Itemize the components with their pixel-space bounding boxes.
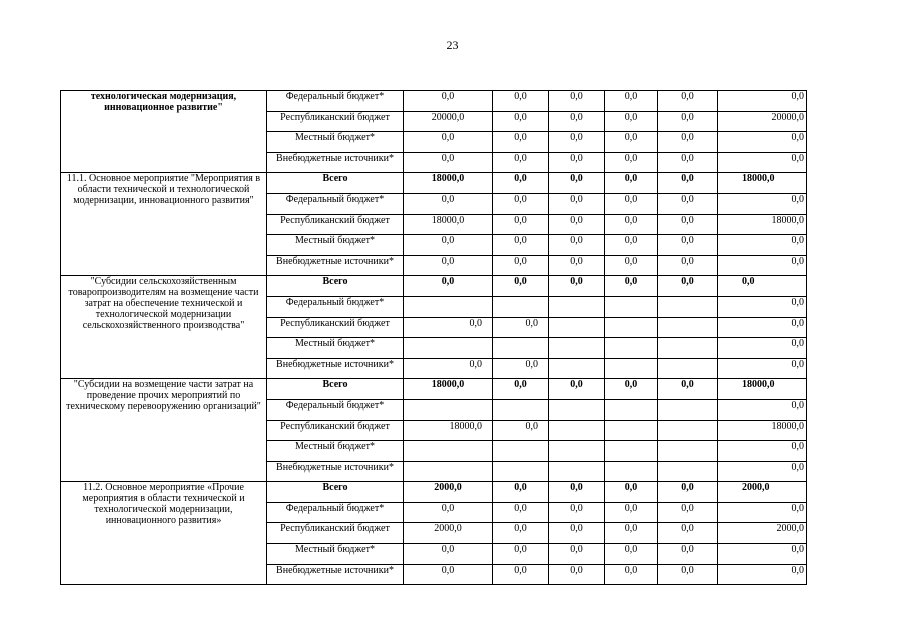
funding-source-cell: Местный бюджет*	[267, 441, 404, 462]
budget-table	[60, 90, 807, 585]
value-cell: 0,0	[493, 214, 549, 235]
value-cell: 0,0	[658, 523, 718, 544]
value-cell: 0,0	[493, 132, 549, 153]
value-cell: 0,0	[549, 214, 605, 235]
total-value-cell: 0,0	[718, 338, 807, 359]
value-cell	[658, 399, 718, 420]
value-cell: 2000,0	[404, 482, 493, 503]
value-cell: 0,0	[549, 502, 605, 523]
value-cell: 0,0	[493, 255, 549, 276]
value-cell: 0,0	[404, 91, 493, 112]
value-cell: 0,0	[404, 193, 493, 214]
value-cell: 0,0	[493, 91, 549, 112]
value-cell: 2000,0	[404, 523, 493, 544]
value-cell: 0,0	[549, 173, 605, 194]
value-cell: 0,0	[605, 193, 658, 214]
value-cell: 0,0	[658, 91, 718, 112]
value-cell: 0,0	[658, 132, 718, 153]
value-cell: 0,0	[493, 379, 549, 400]
funding-source-cell: Федеральный бюджет*	[267, 91, 404, 112]
total-value-cell: 0,0	[718, 152, 807, 173]
value-cell: 0,0	[658, 255, 718, 276]
value-cell	[658, 420, 718, 441]
value-cell: 0,0	[493, 502, 549, 523]
total-value-cell: 0,0	[718, 441, 807, 462]
value-cell: 0,0	[658, 193, 718, 214]
value-cell: 0,0	[658, 502, 718, 523]
value-cell	[605, 358, 658, 379]
value-cell	[404, 461, 493, 482]
value-cell: 0,0	[658, 482, 718, 503]
total-value-cell: 18000,0	[718, 379, 807, 400]
total-value-cell: 0,0	[718, 317, 807, 338]
funding-source-cell: Всего	[267, 173, 404, 194]
value-cell: 0,0	[605, 482, 658, 503]
value-cell: 0,0	[605, 502, 658, 523]
value-cell: 0,0	[605, 544, 658, 565]
funding-source-cell: Внебюджетные источники*	[267, 255, 404, 276]
budget-table-body	[61, 91, 807, 585]
value-cell: 18000,0	[404, 420, 493, 441]
funding-source-cell: Федеральный бюджет*	[267, 399, 404, 420]
value-cell: 0,0	[549, 523, 605, 544]
total-value-cell: 0,0	[718, 461, 807, 482]
value-cell: 0,0	[493, 235, 549, 256]
total-value-cell: 0,0	[718, 544, 807, 565]
value-cell: 0,0	[493, 173, 549, 194]
value-cell	[605, 296, 658, 317]
funding-source-cell: Республиканский бюджет	[267, 317, 404, 338]
funding-source-cell: Республиканский бюджет	[267, 420, 404, 441]
value-cell: 0,0	[549, 482, 605, 503]
value-cell	[549, 399, 605, 420]
value-cell	[605, 441, 658, 462]
funding-source-cell: Местный бюджет*	[267, 338, 404, 359]
value-cell	[549, 317, 605, 338]
funding-source-cell: Всего	[267, 379, 404, 400]
value-cell	[404, 338, 493, 359]
total-value-cell: 2000,0	[718, 482, 807, 503]
value-cell: 0,0	[404, 255, 493, 276]
value-cell: 0,0	[605, 379, 658, 400]
value-cell: 0,0	[549, 544, 605, 565]
total-value-cell: 0,0	[718, 193, 807, 214]
value-cell: 0,0	[404, 358, 493, 379]
value-cell	[404, 399, 493, 420]
value-cell: 0,0	[549, 564, 605, 585]
value-cell: 0,0	[404, 132, 493, 153]
value-cell: 0,0	[605, 152, 658, 173]
value-cell	[605, 461, 658, 482]
value-cell: 0,0	[658, 544, 718, 565]
value-cell	[658, 338, 718, 359]
value-cell: 0,0	[605, 111, 658, 132]
value-cell: 0,0	[493, 317, 549, 338]
total-value-cell: 0,0	[718, 91, 807, 112]
value-cell: 0,0	[605, 255, 658, 276]
total-value-cell: 0,0	[718, 502, 807, 523]
value-cell: 0,0	[404, 502, 493, 523]
value-cell: 0,0	[605, 276, 658, 297]
value-cell: 20000,0	[404, 111, 493, 132]
funding-source-cell: Внебюджетные источники*	[267, 461, 404, 482]
value-cell: 0,0	[658, 152, 718, 173]
value-cell: 0,0	[549, 91, 605, 112]
value-cell	[658, 358, 718, 379]
value-cell: 0,0	[493, 193, 549, 214]
table-row	[61, 91, 807, 112]
value-cell	[658, 317, 718, 338]
value-cell	[404, 296, 493, 317]
value-cell: 0,0	[605, 214, 658, 235]
value-cell: 0,0	[404, 544, 493, 565]
value-cell	[549, 420, 605, 441]
value-cell: 0,0	[549, 111, 605, 132]
value-cell: 0,0	[658, 214, 718, 235]
value-cell: 18000,0	[404, 214, 493, 235]
value-cell: 0,0	[493, 276, 549, 297]
value-cell	[549, 441, 605, 462]
value-cell: 18000,0	[404, 173, 493, 194]
value-cell: 0,0	[493, 482, 549, 503]
table-row	[61, 379, 807, 400]
value-cell	[658, 461, 718, 482]
funding-source-cell: Федеральный бюджет*	[267, 193, 404, 214]
value-cell: 0,0	[549, 276, 605, 297]
value-cell: 0,0	[658, 173, 718, 194]
program-name-cell: "Субсидии сельскохозяйственным товаропроизводителям на возмещение части затрат на обеспечение технической и технологической модернизации сельскохозяйственного производства"	[61, 276, 267, 379]
value-cell: 0,0	[658, 564, 718, 585]
funding-source-cell: Всего	[267, 276, 404, 297]
value-cell	[404, 441, 493, 462]
value-cell: 0,0	[404, 276, 493, 297]
value-cell: 0,0	[605, 235, 658, 256]
value-cell: 0,0	[549, 152, 605, 173]
total-value-cell: 0,0	[718, 358, 807, 379]
value-cell: 18000,0	[404, 379, 493, 400]
funding-source-cell: Федеральный бюджет*	[267, 502, 404, 523]
page-number: 23	[446, 38, 459, 52]
value-cell: 0,0	[549, 193, 605, 214]
value-cell: 0,0	[404, 564, 493, 585]
value-cell	[493, 399, 549, 420]
funding-source-cell: Местный бюджет*	[267, 544, 404, 565]
value-cell: 0,0	[658, 276, 718, 297]
value-cell: 0,0	[605, 132, 658, 153]
value-cell: 0,0	[658, 111, 718, 132]
value-cell: 0,0	[493, 420, 549, 441]
value-cell	[493, 461, 549, 482]
value-cell: 0,0	[493, 544, 549, 565]
total-value-cell: 0,0	[718, 564, 807, 585]
total-value-cell: 0,0	[718, 235, 807, 256]
value-cell: 0,0	[549, 235, 605, 256]
total-value-cell: 0,0	[718, 276, 807, 297]
value-cell: 0,0	[404, 317, 493, 338]
funding-source-cell: Республиканский бюджет	[267, 111, 404, 132]
value-cell: 0,0	[404, 235, 493, 256]
value-cell: 0,0	[605, 564, 658, 585]
total-value-cell: 2000,0	[718, 523, 807, 544]
funding-source-cell: Внебюджетные источники*	[267, 564, 404, 585]
value-cell	[549, 358, 605, 379]
value-cell	[605, 420, 658, 441]
value-cell	[605, 317, 658, 338]
value-cell: 0,0	[493, 564, 549, 585]
funding-source-cell: Федеральный бюджет*	[267, 296, 404, 317]
total-value-cell: 20000,0	[718, 111, 807, 132]
program-name-cell: "Субсидии на возмещение части затрат на проведение прочих мероприятий по техническому перевооружению организаций"	[61, 379, 267, 482]
value-cell	[658, 441, 718, 462]
funding-source-cell: Местный бюджет*	[267, 132, 404, 153]
value-cell	[549, 296, 605, 317]
table-row	[61, 276, 807, 297]
value-cell: 0,0	[493, 358, 549, 379]
funding-source-cell: Внебюджетные источники*	[267, 358, 404, 379]
value-cell	[493, 338, 549, 359]
table-row	[61, 173, 807, 194]
value-cell: 0,0	[549, 379, 605, 400]
funding-source-cell: Республиканский бюджет	[267, 214, 404, 235]
value-cell	[493, 441, 549, 462]
value-cell	[605, 338, 658, 359]
value-cell: 0,0	[658, 235, 718, 256]
total-value-cell: 18000,0	[718, 173, 807, 194]
value-cell	[549, 338, 605, 359]
value-cell: 0,0	[605, 173, 658, 194]
value-cell: 0,0	[493, 111, 549, 132]
program-name-cell: технологическая модернизация, инновационное развитие"	[61, 91, 267, 173]
funding-source-cell: Местный бюджет*	[267, 235, 404, 256]
value-cell: 0,0	[549, 132, 605, 153]
total-value-cell: 0,0	[718, 255, 807, 276]
value-cell	[658, 296, 718, 317]
total-value-cell: 0,0	[718, 132, 807, 153]
funding-source-cell: Всего	[267, 482, 404, 503]
total-value-cell: 0,0	[718, 399, 807, 420]
value-cell: 0,0	[404, 152, 493, 173]
total-value-cell: 18000,0	[718, 420, 807, 441]
program-name-cell: 11.2. Основное мероприятие «Прочие мероприятия в области технической и технологической модернизации, инновационного развития»	[61, 482, 267, 585]
funding-source-cell: Республиканский бюджет	[267, 523, 404, 544]
value-cell: 0,0	[605, 523, 658, 544]
funding-source-cell: Внебюджетные источники*	[267, 152, 404, 173]
table-row	[61, 482, 807, 503]
value-cell: 0,0	[549, 255, 605, 276]
value-cell: 0,0	[605, 91, 658, 112]
value-cell	[549, 461, 605, 482]
total-value-cell: 0,0	[718, 296, 807, 317]
value-cell: 0,0	[658, 379, 718, 400]
value-cell	[605, 399, 658, 420]
value-cell: 0,0	[493, 152, 549, 173]
value-cell	[493, 296, 549, 317]
value-cell: 0,0	[493, 523, 549, 544]
total-value-cell: 18000,0	[718, 214, 807, 235]
program-name-cell: 11.1. Основное мероприятие "Мероприятия в области технической и технологической модернизации, инновационного развития"	[61, 173, 267, 276]
